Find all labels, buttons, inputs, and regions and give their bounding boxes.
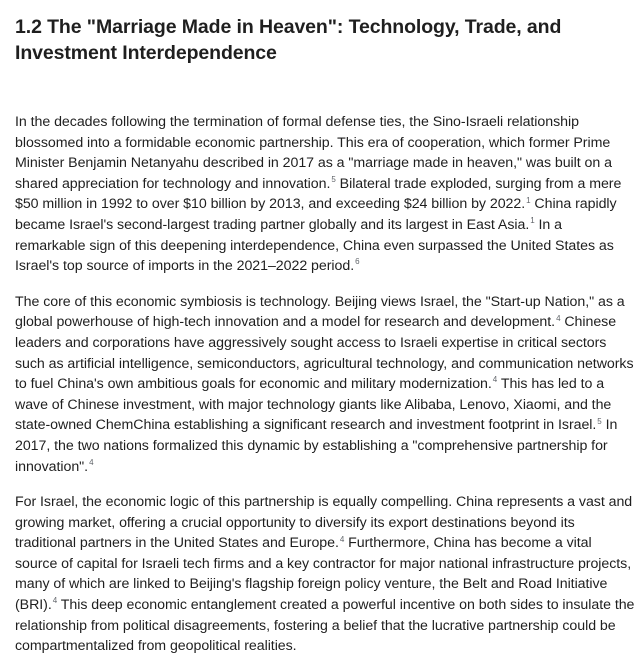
citation-link[interactable]: 5 (597, 416, 602, 426)
paragraph-text: Bilateral trade exploded, surging from a mere $50 million in 1992 to over $10 billion by 2013, and exceeding $24 billion by 2022. (15, 175, 622, 213)
paragraph-text: The core of this economic symbiosis is technology. Beijing views Israel, the "Start-up Nation," as a global powerhouse of high-tech innovation and a model for research and development. (15, 293, 625, 331)
paragraph-2 (15, 292, 636, 477)
citation-link[interactable]: 1 (526, 195, 531, 205)
paragraph-text: This deep economic entanglement created a powerful incentive on both sides to insulate the relationship from political disagreements, fostering a belief that the lucrative partnership could be compartmentalized from geopolitical realities. (15, 597, 635, 655)
paragraph-1 (15, 112, 636, 277)
paragraph-text: Chinese leaders and corporations have aggressively sought access to Israeli expertise in critical sectors such as artificial intelligence, semiconductors, agricultural technology, and communication networks to fuel China's own ambitious goals for economic and military modernization. (15, 314, 634, 393)
paragraph-text: In a remarkable sign of this deepening interdependence, China even surpassed the United States as Israel's top source of imports in the 2021–2022 period. (15, 216, 614, 275)
citation-link[interactable]: 6 (355, 257, 360, 267)
paragraph-text: Furthermore, China has become a vital source of capital for Israeli tech firms and a key contractor for major national infrastructure projects, many of which are linked to Beijing's flagship foreign policy venture, the Belt and Road Initiative (BRI). (15, 535, 632, 614)
paragraph-text: China rapidly became Israel's second-largest trading partner globally and its largest in East Asia. (15, 196, 617, 233)
paragraph-text: In 2017, the two nations formalized this dynamic by establishing a "comprehensive partnership for innovation". (15, 417, 618, 475)
paragraph-3 (15, 492, 636, 657)
section-title: 1.2 The "Marriage Made in Heaven": Technology, Trade, and Investment Interdependence (15, 16, 562, 64)
paragraph-text: For Israel, the economic logic of this partnership is equally compelling. China represents a vast and growing market, offering a crucial opportunity to diversify its export destinations beyond its traditional partners in the United States and Europe. (15, 494, 633, 552)
citation-link[interactable]: 4 (339, 534, 345, 544)
citation-link[interactable]: 5 (331, 175, 336, 185)
citation-link[interactable]: 4 (52, 596, 58, 606)
citation-link[interactable]: 4 (89, 457, 94, 467)
citation-link[interactable]: 4 (492, 375, 498, 385)
paragraph-text: In the decades following the termination of formal defense ties, the Sino-Israeli relationship blossomed into a formidable economic partnership. This era of cooperation, which former Prime Minister Benjamin Netanyahu described in 2017 as a "marriage made in heaven," was built on a shared appreciation for technology and innovation. (15, 114, 612, 192)
spacer (15, 66, 636, 112)
citation-link[interactable]: 4 (556, 313, 561, 323)
citation-link[interactable]: 1 (530, 216, 535, 226)
paragraph-text: This has led to a wave of Chinese investment, with major technology giants like Alibaba, Lenovo, Xiaomi, and the state-owned ChemChina establishing a significant research and investment footprint in Israel. (15, 376, 612, 434)
